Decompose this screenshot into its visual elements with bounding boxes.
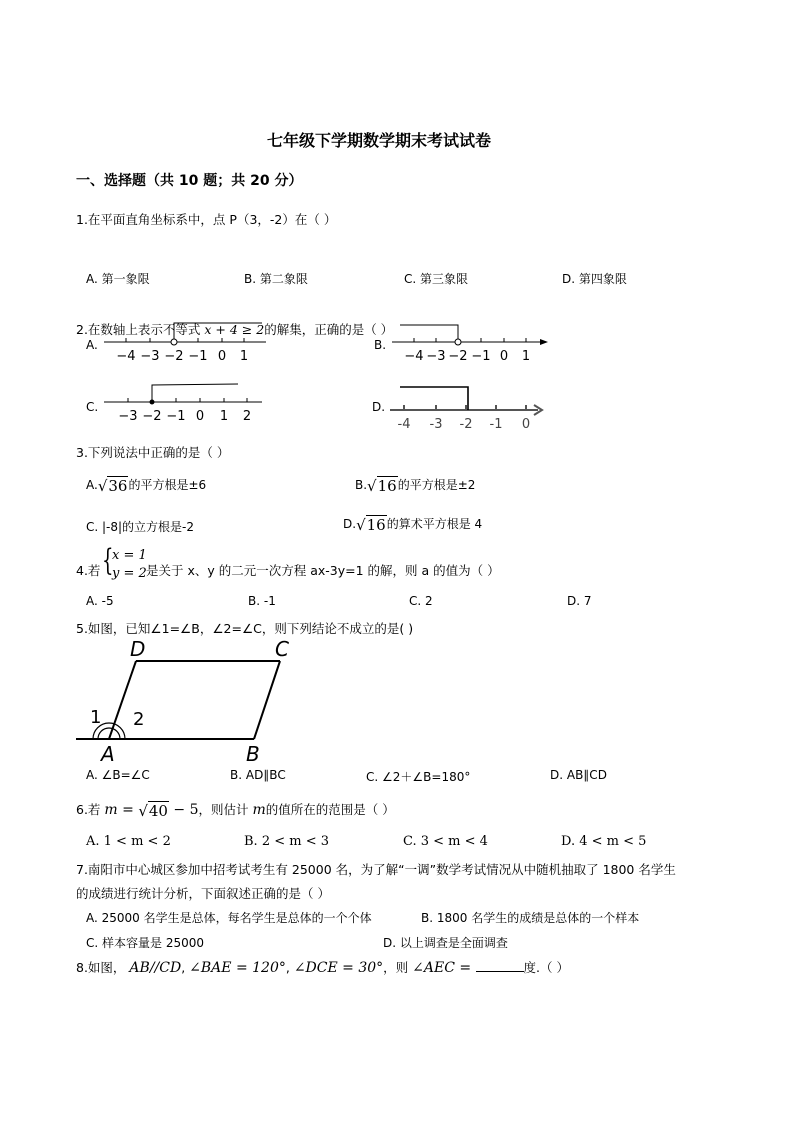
minus-five: − 5	[168, 802, 199, 818]
question-6-option-d: D. 4 < m < 5	[561, 834, 647, 849]
question-6-stem-post2: 的值所在的范围是（ ）	[265, 802, 395, 817]
tick-label: -2	[459, 417, 473, 432]
section-heading: 一、选择题（共 10 题；共 20 分）	[76, 173, 303, 189]
question-6-stem-pre: 6.若	[76, 802, 105, 817]
vertex-label-b: B	[246, 742, 260, 766]
option-letter: D.	[343, 517, 357, 531]
question-4-option-c: C. 2	[409, 594, 433, 608]
radicand: 36	[108, 477, 128, 495]
question-8-stem-post: 度.（ ）	[523, 960, 569, 975]
question-1-option-a: A. 第一象限	[86, 272, 150, 286]
question-2-label-a: A.	[86, 338, 98, 352]
system-eq-2: y = 2	[112, 566, 147, 581]
tick-label: −2	[142, 409, 162, 424]
question-8-stem-pre: 8.如图，	[76, 960, 126, 975]
tick-label: 2	[242, 409, 252, 424]
question-6-stem-post: ，则估计	[198, 802, 253, 817]
open-point	[455, 339, 461, 345]
option-text: 的平方根是±2	[397, 478, 476, 492]
vertex-label-d: D	[130, 637, 146, 661]
number-line-a	[104, 318, 274, 368]
question-5-option-c: C. ∠2＋∠B=180°	[366, 770, 471, 784]
vertex-label-c: C	[275, 637, 289, 661]
question-5-option-a: A. ∠B=∠C	[86, 768, 150, 782]
question-4-option-a: A. -5	[86, 594, 114, 608]
variable-m: m	[252, 802, 266, 818]
question-6-option-b: B. 2 < m < 3	[244, 834, 330, 849]
variable-m: m =	[104, 802, 139, 818]
question-5-option-d: D. AB∥CD	[550, 768, 607, 782]
question-8-stem: 8.如图， AB//CD, ∠BAE = 120°, ∠DCE = 30°，则 ∠AEC = 度.（ ）	[76, 960, 569, 976]
tick-label: 0	[521, 417, 531, 432]
question-7-line-1: 7.南阳市中心城区参加中招考试考生有 25000 名，为了解“一调”数学考试情况从中随机抽取了 1800 名学生	[76, 862, 676, 877]
sqrt-symbol: √16	[367, 477, 397, 495]
question-3-option-a	[86, 476, 206, 495]
tick-label: -1	[489, 417, 503, 432]
tick-label: -4	[397, 417, 411, 432]
question-3-option-d	[343, 515, 482, 534]
tick-label: 1	[521, 349, 531, 364]
option-letter: B.	[355, 478, 368, 492]
tick-label: -3	[429, 417, 443, 432]
tick-label: −2	[448, 349, 468, 364]
sqrt-symbol: √40	[138, 802, 168, 820]
radicand: 16	[377, 477, 397, 495]
tick-label: −4	[116, 349, 136, 364]
question-6-option-a: A. 1 < m < 2	[86, 834, 171, 849]
radicand: 16	[366, 516, 386, 534]
question-2-label-b: B.	[374, 338, 387, 352]
system-eq-1: x = 1	[112, 548, 147, 563]
parallelogram-figure	[72, 635, 312, 767]
angle-aec: ∠AEC =	[412, 960, 476, 976]
answer-blank	[476, 959, 524, 972]
question-1-option-d: D. 第四象限	[562, 272, 627, 286]
question-5-stem: 5.如图，已知∠1=∠B，∠2=∠C，则下列结论不成立的是( )	[76, 621, 414, 636]
question-7-option-c: C. 样本容量是 25000	[86, 936, 204, 950]
question-2-stem-post: 的解集，正确的是（ ）	[264, 322, 394, 337]
radicand: 40	[148, 802, 168, 820]
question-6-option-c: C. 3 < m < 4	[403, 834, 488, 849]
sqrt-symbol: √36	[97, 477, 128, 495]
tick-label: −1	[471, 349, 491, 364]
question-5-option-b: B. AD∥BC	[230, 768, 286, 782]
number-line-b	[392, 318, 552, 368]
question-2-inequality: x + 4 ≥ 2	[204, 322, 265, 337]
question-1-option-b: B. 第二象限	[244, 272, 308, 286]
question-7-option-b: B. 1800 名学生的成绩是总体的一个样本	[421, 911, 640, 925]
option-letter: A.	[86, 478, 98, 492]
question-4-stem: 是关于 x、y 的二元一次方程 ax-3y=1 的解，则 a 的值为（ ）	[146, 563, 500, 578]
angle-label-1: 1	[90, 707, 102, 728]
question-4-option-b: B. -1	[248, 594, 276, 608]
question-1-stem: 1.在平面直角坐标系中，点 P（3，-2）在（ ）	[76, 212, 337, 227]
question-2-stem-pre: 2.在数轴上表示不等式	[76, 322, 205, 337]
question-7-option-a: A. 25000 名学生是总体，每名学生是总体的一个个体	[86, 911, 372, 925]
tick-label: 1	[219, 409, 229, 424]
angle-bae: ∠BAE = 120°	[189, 960, 286, 976]
tick-label: 0	[195, 409, 205, 424]
option-text: 的平方根是±6	[128, 478, 207, 492]
question-6-stem	[76, 800, 395, 820]
page-title: 七年级下学期数学期末考试试卷	[267, 131, 492, 150]
question-3-option-b	[355, 476, 475, 495]
closed-point	[150, 400, 155, 405]
question-7-line-2: 的成绩进行统计分析，下面叙述正确的是（ ）	[76, 886, 330, 901]
vertex-label-a: A	[101, 742, 115, 766]
question-2-label-c: C.	[86, 400, 99, 414]
option-text: 的算术平方根是 4	[386, 517, 483, 531]
question-8-stem-mid: ，则	[383, 960, 413, 975]
question-3-stem: 3.下列说法中正确的是（ ）	[76, 445, 230, 460]
tick-label: 0	[217, 349, 227, 364]
tick-label: −1	[188, 349, 208, 364]
equation-system-brace: {	[102, 543, 114, 578]
tick-label: −2	[164, 349, 184, 364]
question-2-label-d: D.	[372, 400, 386, 414]
number-line-c	[104, 378, 264, 428]
angle-dce: ∠DCE = 30°	[293, 960, 384, 976]
parallel-condition: AB//CD	[129, 960, 182, 976]
angle-label-2: 2	[133, 709, 145, 730]
question-4-option-d: D. 7	[567, 594, 592, 608]
question-7-option-d: D. 以上调查是全面调查	[383, 936, 508, 950]
open-point	[171, 339, 177, 345]
tick-label: −4	[404, 349, 424, 364]
tick-label: −1	[166, 409, 186, 424]
number-line-d	[386, 380, 550, 432]
tick-label: 1	[239, 349, 249, 364]
question-1-option-c: C. 第三象限	[404, 272, 469, 286]
tick-label: 0	[499, 349, 509, 364]
tick-label: −3	[426, 349, 446, 364]
question-4-prefix: 4.若	[76, 563, 101, 578]
question-3-option-c: C. |-8|的立方根是-2	[86, 520, 195, 534]
tick-label: −3	[118, 409, 138, 424]
tick-label: −3	[140, 349, 160, 364]
sqrt-symbol: √16	[356, 516, 386, 534]
